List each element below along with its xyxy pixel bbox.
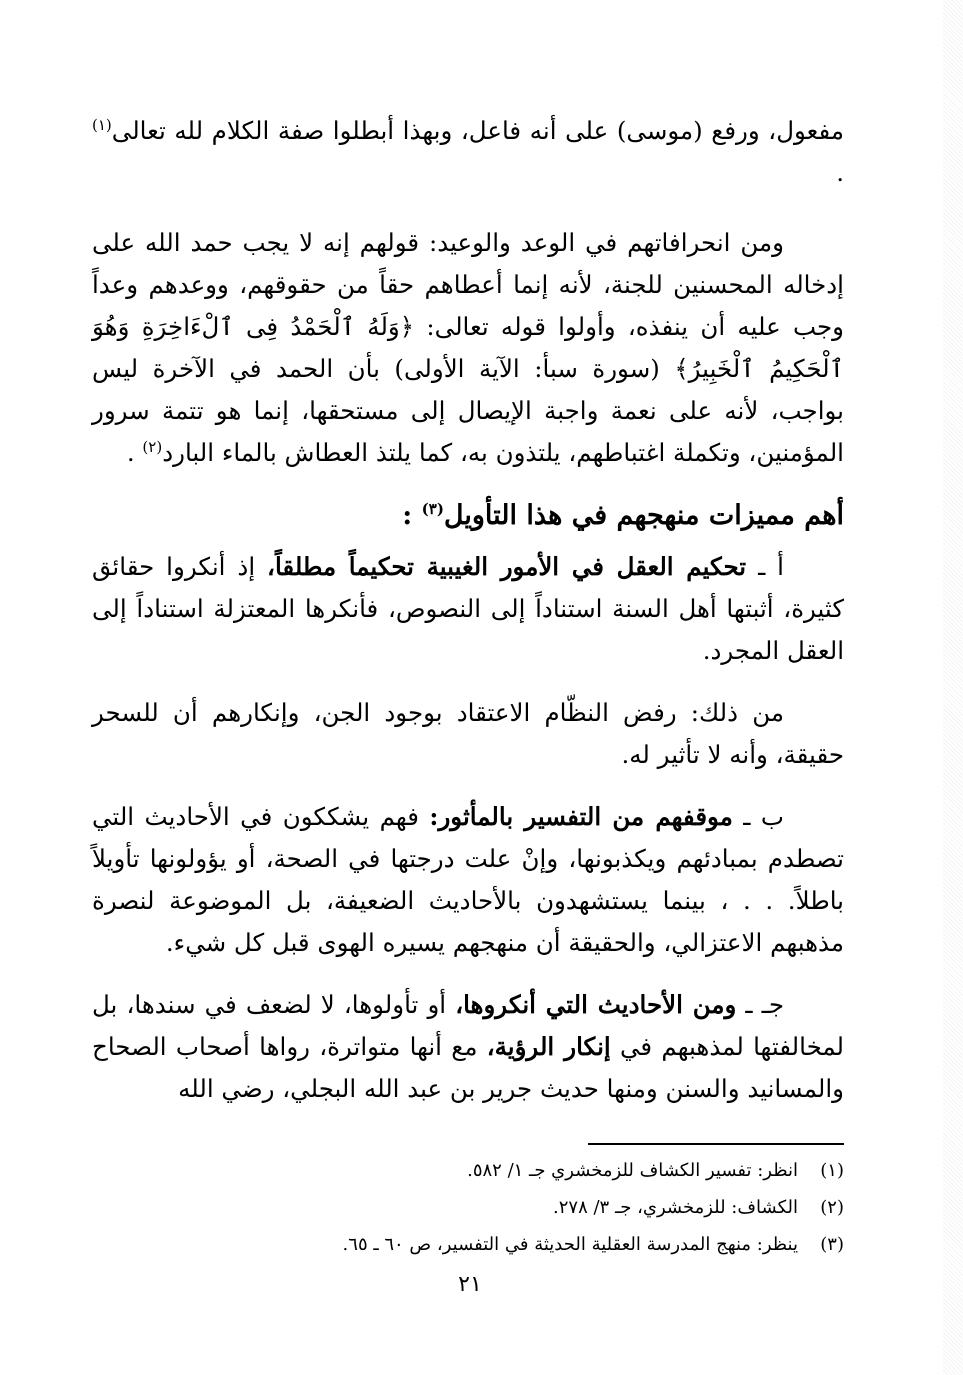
page-edge-texture [943,0,963,1375]
item-b [92,796,844,964]
item-c-emphasis: إنكار الرؤية، [486,1032,611,1061]
footnote-3-text: ينظر: منهج المدرسة العقلية الحديثة في التفسير، ص ٦٠ ـ ٦٥. [342,1234,798,1255]
footnote-2-text: الكشاف: للزمخشري، جـ ٣/ ٢٧٨. [553,1197,798,1218]
section-heading-end: : [402,500,413,531]
section-heading-text: أهم مميزات منهجهم في هذا التأويل [443,500,844,531]
footnote-ref-3[interactable]: (٣) [421,500,444,518]
item-a-label: أ ـ [758,552,784,581]
quran-verse: ﴿وَلَهُ ٱلْحَمْدُ فِى ٱلْءَاخِرَةِ وَهُوَ ٱلْحَكِيمُ ٱلْخَبِيرُ﴾ [92,312,844,383]
footnote-2 [120,1189,844,1226]
item-c-label: جـ ـ [745,990,785,1019]
paragraph-2 [92,222,844,474]
footnote-ref-2[interactable]: (٢) [142,437,163,456]
footnote-ref-1[interactable]: (١) [92,115,112,134]
footnote-1-text: انظر: تفسير الكشاف للزمخشري جـ ١/ ٥٨٢. [467,1160,798,1181]
item-b-text: فهم يشككون في الأحاديث التي تصطدم بمبادئهم ويكذبونها، وإنْ علت درجتها في الصحة، أو يؤولونها تأويلاً باطلاً. . . ، بينما يستشهدون بالأحاديث الضعيفة، بل الموضوعة لنصرة مذهبهم الاعتزالي، والحقيقة أن منهجهم يسيره الهوى قبل كل شيء. [92,802,844,957]
item-c-text-1: أو تأولوها، لا لضعف في سندها، بل لمخالفتها لمذهبهم في [92,990,845,1061]
footnote-3 [120,1226,844,1263]
footnote-3-number: (٣) [820,1234,844,1255]
item-b-title: موقفهم من التفسير بالمأثور: [429,802,733,831]
item-a [92,546,844,672]
footnote-1-number: (١) [820,1160,844,1181]
example-text: من ذلك: رفض النظّام الاعتقاد بوجود الجن، وإنكارهم أن للسحر حقيقة، وأنه لا تأثير له. [92,698,844,769]
section-heading [92,494,844,538]
paragraph-1-end: . [836,158,844,187]
paragraph-2-end: . [126,438,135,467]
paragraph-1 [92,110,844,194]
paragraph-2-text-a: ومن انحرافاتهم في الوعد والوعيد: قولهم إنه لا يجب حمد الله على إدخاله المحسنين للجنة، لأنه إنما أعطاهم حقاً من حقوقهم، ووعدهم وعداً وجب عليه أن ينفذه، وأولوا قوله تعالى: [92,228,845,341]
item-b-label: ب ـ [743,802,784,831]
item-c-title: ومن الأحاديث التي أنكروها، [455,990,737,1019]
page-number: ٢١ [458,1272,482,1297]
item-a-title: تحكيم العقل في الأمور الغيبية تحكيماً مطلقاً، [267,552,747,581]
footnote-1 [120,1152,844,1189]
footnotes [120,1152,844,1263]
footnote-divider [588,1143,844,1145]
item-c [92,984,844,1110]
item-a-text: إذ أنكروا حقائق كثيرة، أثبتها أهل السنة استناداً إلى النصوص، فأنكرها المعتزلة استناداً إلى العقل المجرد. [92,552,844,665]
main-text [92,110,844,1130]
paragraph-1-text: مفعول، ورفع (موسى) على أنه فاعل، وبهذا أبطلوا صفة الكلام لله تعالى [111,116,844,145]
example-paragraph [92,692,844,776]
footnote-2-number: (٢) [820,1197,844,1218]
item-c-text-2: مع أنها متواترة، رواها أصحاب الصحاح والمسانيد والسنن ومنها حديث جرير بن عبد الله البجلي، رضي الله [92,1032,844,1103]
paragraph-2-text-b: (سورة سبأ: الآية الأولى) بأن الحمد في الآخرة ليس بواجب، لأنه على نعمة واجبة الإيصال إلى مستحقها، إنما هو تتمة سرور المؤمنين، وتكملة اغتباطهم، يلتذون به، كما يلتذ العطاش بالماء البارد [92,354,844,467]
